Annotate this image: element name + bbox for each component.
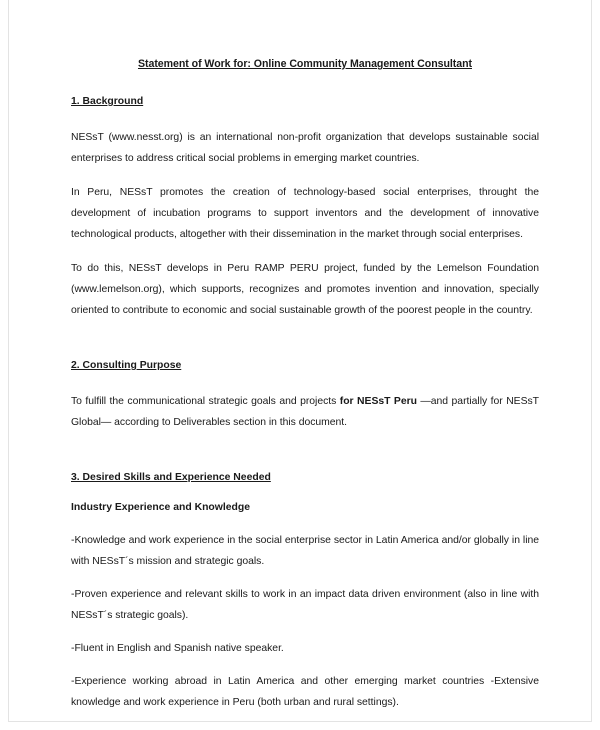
skill-bullet-2: -Proven experience and relevant skills to work in an impact data driven environment (also in line with NESsT´s strategic goals). — [71, 589, 539, 621]
document-page — [8, 0, 592, 722]
skill-bullet-1: -Knowledge and work experience in the social enterprise sector in Latin America and/or globally in line with NESsT´s mission and strategic goals. — [71, 535, 539, 567]
consulting-purpose-paragraph — [71, 391, 539, 433]
background-paragraph-2: In Peru, NESsT promotes the creation of technology-based social enterprises, throught the development of incubation programs to support inventors and the development of innovative technological products, altogether with their dissemination in the market through social enterprises. — [71, 187, 539, 240]
purpose-lead-text: To fulfill the communicational strategic goals and projects — [71, 396, 340, 407]
section-heading-background: 1. Background — [71, 96, 144, 107]
background-paragraph-3: To do this, NESsT develops in Peru RAMP PERU project, funded by the Lemelson Foundation (www.lemelson.org), which supports, recognizes and promotes invention and innovation, specially oriented to contribute to economic and social sustainable growth of the poorest people in the country. — [71, 263, 539, 316]
section-heading-consulting-purpose: 2. Consulting Purpose — [71, 360, 182, 371]
purpose-bold-text: for NESsT Peru — [339, 396, 421, 407]
section-heading-desired-skills: 3. Desired Skills and Experience Needed — [71, 472, 271, 483]
document-body — [71, 56, 539, 713]
subheading-industry-experience: Industry Experience and Knowledge — [71, 502, 250, 513]
purpose-tail-text: —and partially for NESsT Global— according to Deliverables section in this document. — [71, 396, 539, 428]
document-title: Statement of Work for: Online Community Management Consultant — [137, 58, 472, 70]
background-paragraph-1: NESsT (www.nesst.org) is an international non-profit organization that develops sustainable social enterprises to address critical social problems in emerging market countries. — [71, 132, 539, 164]
skill-bullet-3: -Fluent in English and Spanish native speaker. — [71, 643, 284, 654]
skill-bullet-4: -Experience working abroad in Latin America and other emerging market countries -Extensive knowledge and work experience in Peru (both urban and rural settings). — [71, 676, 539, 708]
